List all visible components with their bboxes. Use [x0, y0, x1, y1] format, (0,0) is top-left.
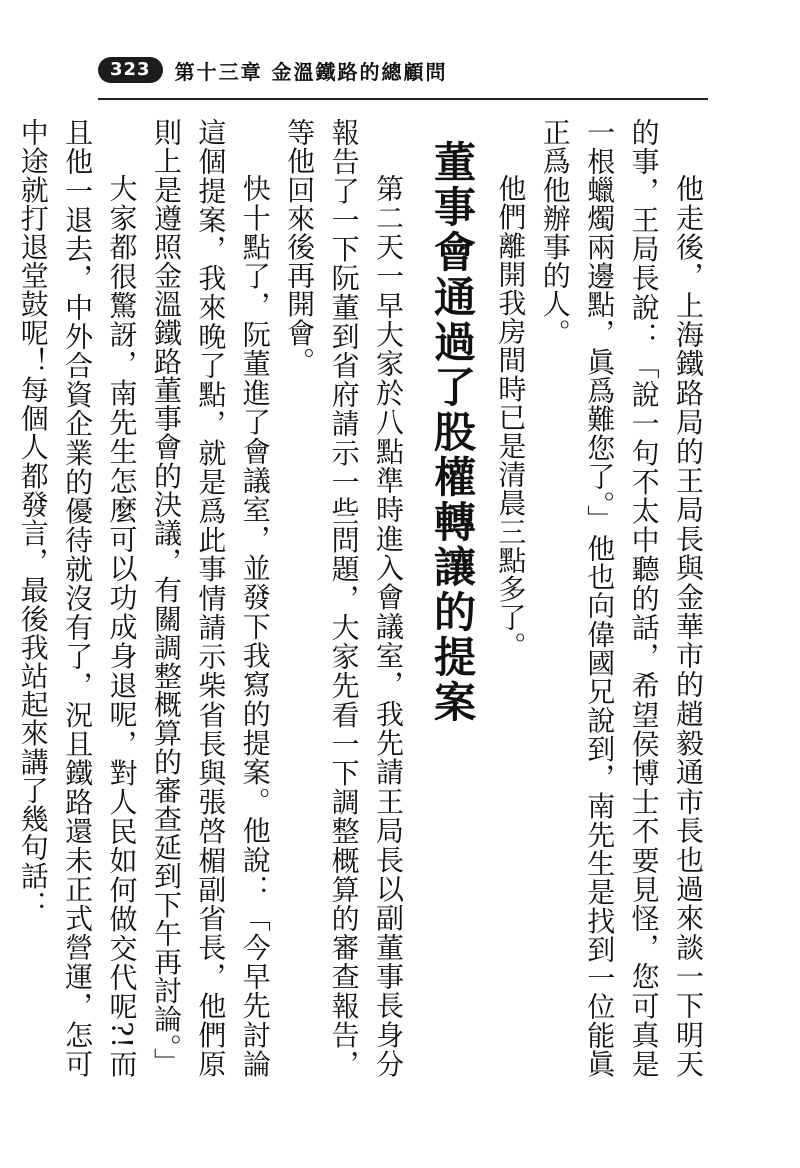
paragraph: 快十點了，阮董進了會議室，並發下我寫的提案。他說：「今早先討論這個提案，我來晚了點，就是爲此事情請示柴省長與張啓楣副省長，他們原則上是遵照金溫鐵路董事會的決議，有關調整概算的審查延到下午再討論。」 [149, 118, 272, 1078]
paragraph: 大家都很驚訝，南先生怎麼可以功成身退呢，對人民如何做交代呢?!而且他一退去，中外合資企業的優待就沒有了，況且鐵路還未正式營運，怎可中途就打退堂鼓呢！每個人都發言，最後我站起來講了幾句話： [16, 118, 139, 1078]
paragraph: 他走後，上海鐵路局的王局長與金華市的趙毅通市長也過來談一下明天的事，王局長說：「說一句不太中聽的話，希望侯博士不要見怪，您可真是一根蠟燭兩邊點，眞爲難您了。」他也向偉國兄說到，南先生是找到一位能眞正爲他辦事的人。 [538, 118, 705, 1078]
section-heading: 董事會通過了股權轉讓的提案 [427, 140, 477, 725]
page-header [98, 52, 658, 88]
paragraph: 第二天一早大家於八點準時進入會議室，我先請王局長以副董事長身分報告了一下阮董到省府請示一些問題，大家先看一下調整概算的審查報告，等他回來後再開會。 [283, 118, 405, 1078]
page-body [16, 118, 710, 1078]
header-divider [98, 98, 708, 100]
page-number-badge: 323 [98, 57, 163, 83]
paragraph: 他們離開我房間時已是清晨三點多了。 [494, 174, 528, 661]
chapter-title: 第十三章 金溫鐵路的總顧問 [174, 59, 448, 84]
